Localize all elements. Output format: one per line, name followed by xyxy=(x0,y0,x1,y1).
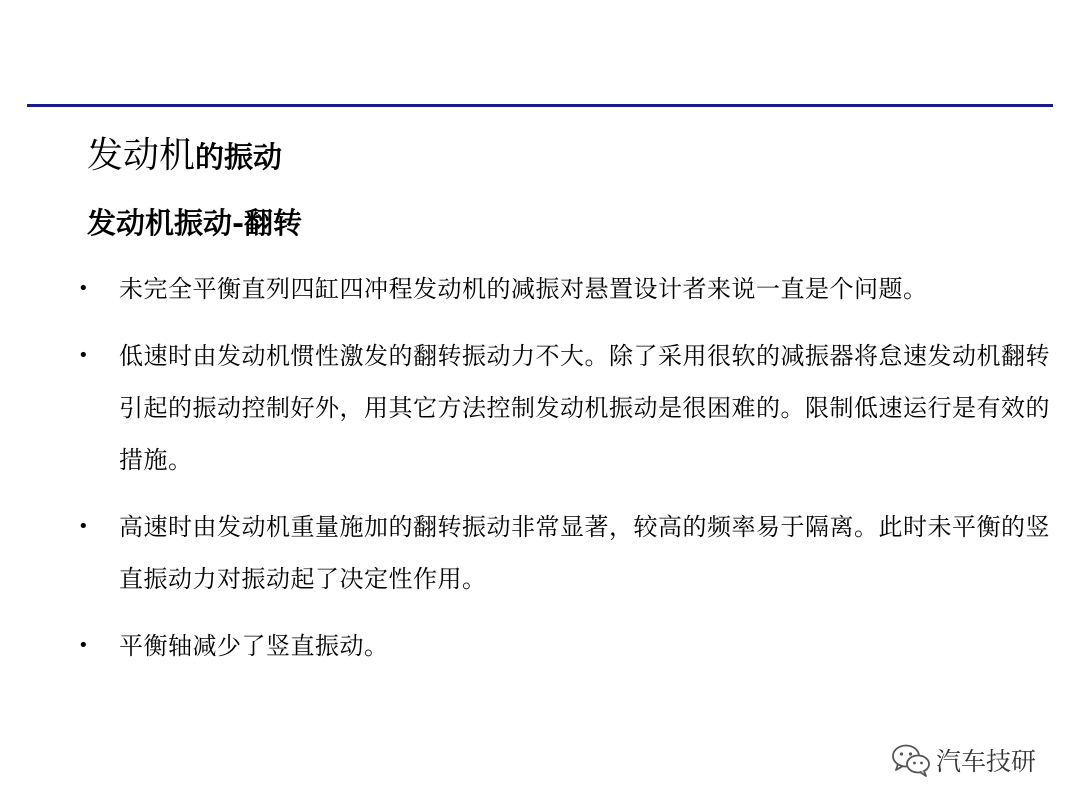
slide-title xyxy=(87,134,282,177)
bullet-marker: • xyxy=(78,345,89,366)
title-suffix: 的振动 xyxy=(195,140,283,174)
bullet-item xyxy=(72,263,1052,315)
bullet-marker: • xyxy=(78,278,89,299)
bullet-item xyxy=(72,501,1052,605)
watermark-label: 汽车技研 xyxy=(936,747,1037,776)
slide-subtitle: 发动机振动-翻转 xyxy=(87,206,303,240)
bullet-item xyxy=(72,330,1052,486)
header-rule xyxy=(27,104,1053,107)
bullet-list xyxy=(72,263,1052,687)
bullet-text: 高速时由发动机重量施加的翻转振动非常显著，较高的频率易于隔离。此时未平衡的竖直振动力对振动起了决定性作用。 xyxy=(119,513,1050,593)
wechat-icon xyxy=(890,742,932,778)
bullet-marker: • xyxy=(78,516,89,537)
bullet-text: 未完全平衡直列四缸四冲程发动机的减振对悬置设计者来说一直是个问题。 xyxy=(119,275,928,303)
bullet-item xyxy=(72,620,1052,672)
bullet-marker: • xyxy=(78,635,89,656)
watermark-logo xyxy=(890,740,1036,780)
bullet-text: 低速时由发动机惯性激发的翻转振动力不大。除了采用很软的减振器将怠速发动机翻转引起的振动控制好外，用其它方法控制发动机振动是很困难的。限制低速运行是有效的措施。 xyxy=(119,342,1050,474)
bullet-text: 平衡轴减少了竖直振动。 xyxy=(119,632,389,660)
title-main: 发动机 xyxy=(87,135,196,176)
